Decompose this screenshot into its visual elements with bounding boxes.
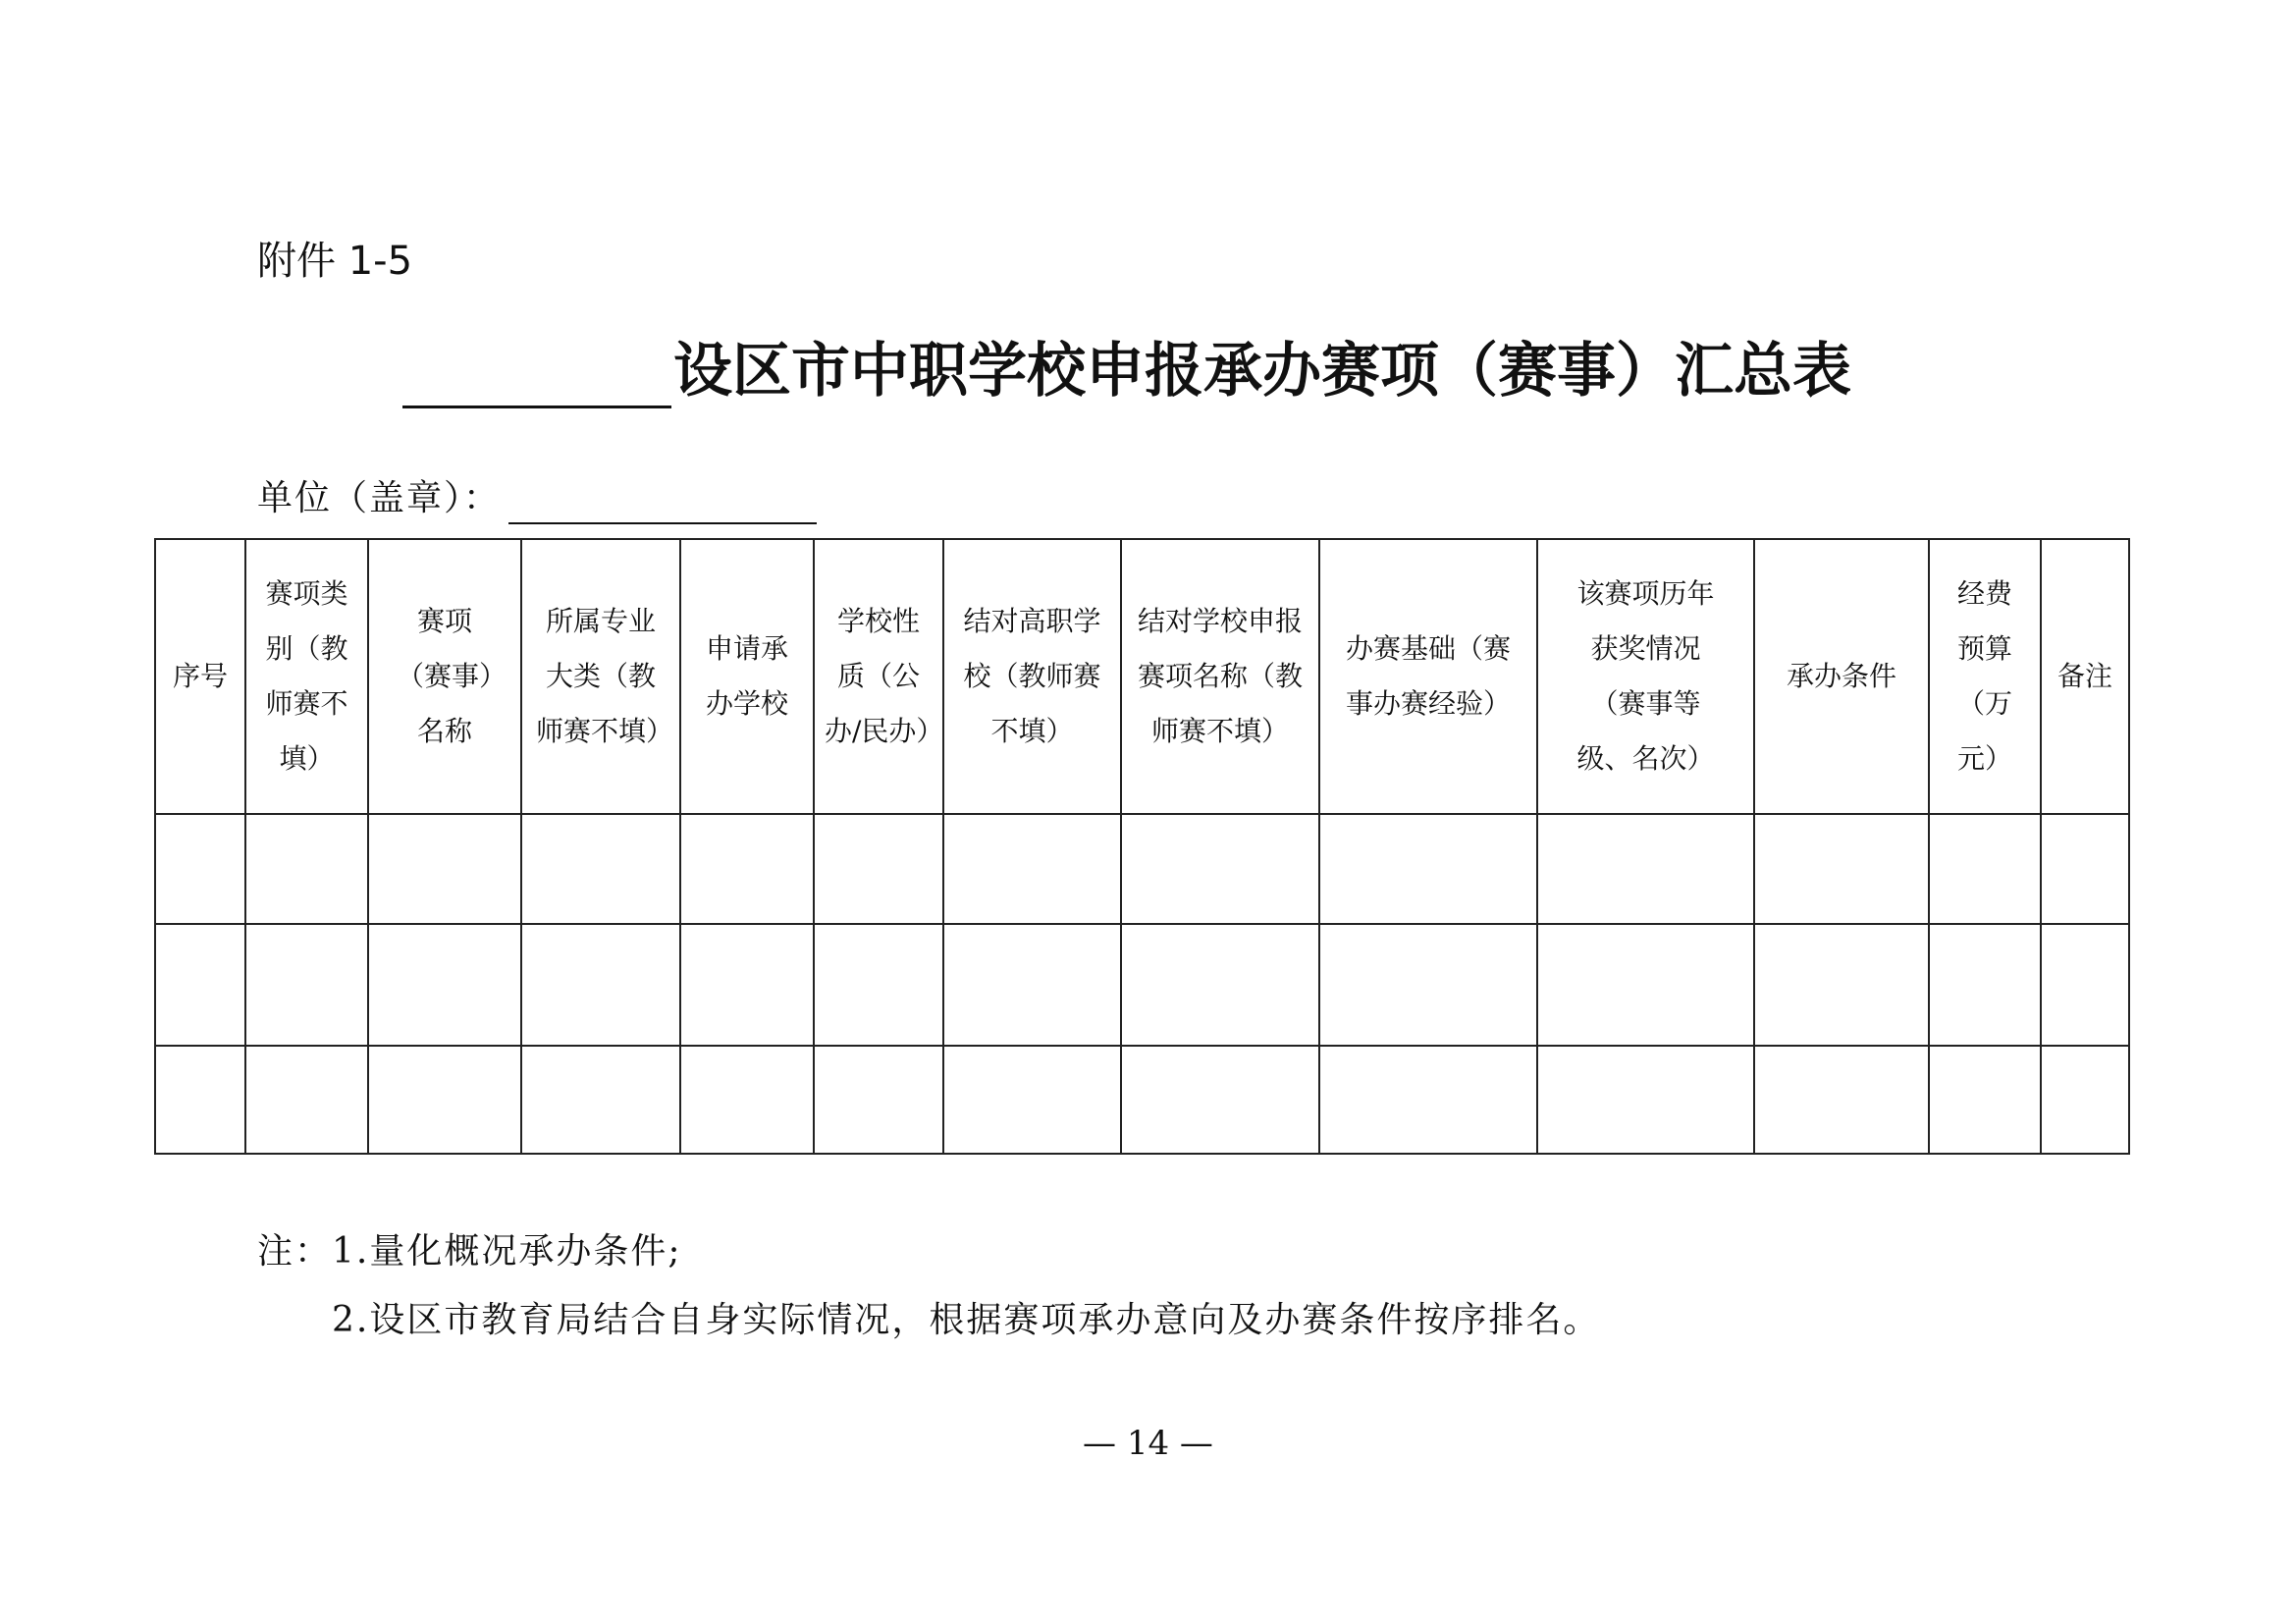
header-budget: 经费预算（万元） xyxy=(1929,539,2041,814)
table-cell xyxy=(1754,924,1929,1046)
header-hosting-basis: 办赛基础（赛事办赛经验） xyxy=(1319,539,1537,814)
header-awards-history: 该赛项历年获奖情况（赛事等级、名次） xyxy=(1537,539,1754,814)
table-cell xyxy=(1319,814,1537,924)
table-cell xyxy=(943,1046,1121,1154)
table-cell xyxy=(814,1046,943,1154)
table-cell xyxy=(521,924,680,1046)
table-cell xyxy=(943,924,1121,1046)
table-row xyxy=(155,924,2129,1046)
table-cell xyxy=(368,924,521,1046)
header-seq: 序号 xyxy=(155,539,245,814)
table-cell xyxy=(1121,924,1319,1046)
header-remarks: 备注 xyxy=(2041,539,2129,814)
header-school-nature: 学校性质（公办/民办） xyxy=(814,539,943,814)
table-row xyxy=(155,1046,2129,1154)
table-cell xyxy=(680,814,814,924)
notes xyxy=(257,1218,1600,1355)
table-cell xyxy=(943,814,1121,924)
table-row xyxy=(155,814,2129,924)
table-cell xyxy=(155,924,245,1046)
attachment-label: 附件 1-5 xyxy=(257,239,413,284)
header-paired-event: 结对学校申报赛项名称（教师赛不填） xyxy=(1121,539,1319,814)
note-line-2: 2.设区市教育局结合自身实际情况，根据赛项承办意向及办赛条件按序排名。 xyxy=(332,1300,1601,1340)
table-cell xyxy=(155,1046,245,1154)
table-cell xyxy=(155,814,245,924)
table-cell xyxy=(245,1046,368,1154)
table-cell xyxy=(1319,1046,1537,1154)
table-cell xyxy=(521,1046,680,1154)
unit-line xyxy=(257,469,817,524)
table-cell xyxy=(1929,924,2041,1046)
header-major: 所属专业大类（教师赛不填） xyxy=(521,539,680,814)
table-cell xyxy=(1754,1046,1929,1154)
table-cell xyxy=(245,814,368,924)
table-cell xyxy=(814,924,943,1046)
header-host-school: 申请承办学校 xyxy=(680,539,814,814)
page-number: — 14 — xyxy=(1083,1424,1213,1463)
table-header-row xyxy=(155,539,2129,814)
table-cell xyxy=(2041,1046,2129,1154)
table-cell xyxy=(1929,1046,2041,1154)
header-hosting-conditions: 承办条件 xyxy=(1754,539,1929,814)
table-cell xyxy=(1754,814,1929,924)
table-cell xyxy=(1121,814,1319,924)
header-category: 赛项类别（教师赛不填） xyxy=(245,539,368,814)
table-cell xyxy=(1929,814,2041,924)
page-title xyxy=(402,330,1851,408)
table-cell xyxy=(245,924,368,1046)
title-text: 设区市中职学校申报承办赛项（赛事）汇总表 xyxy=(673,337,1851,406)
table-cell xyxy=(680,1046,814,1154)
title-blank-line xyxy=(402,341,671,408)
unit-blank-line xyxy=(508,483,817,524)
table-cell xyxy=(1537,924,1754,1046)
table-cell xyxy=(1319,924,1537,1046)
table-cell xyxy=(2041,814,2129,924)
note-line-1: 注：1.量化概况承办条件; xyxy=(257,1231,682,1272)
unit-label: 单位（盖章）： xyxy=(257,478,502,518)
header-event-name: 赛项（赛事）名称 xyxy=(368,539,521,814)
table-cell xyxy=(2041,924,2129,1046)
table-cell xyxy=(1121,1046,1319,1154)
table-cell xyxy=(1537,1046,1754,1154)
summary-table xyxy=(154,538,2130,1155)
table-cell xyxy=(814,814,943,924)
table-cell xyxy=(1537,814,1754,924)
table-cell xyxy=(521,814,680,924)
table-cell xyxy=(368,1046,521,1154)
header-paired-college: 结对高职学校（教师赛不填） xyxy=(943,539,1121,814)
table-cell xyxy=(368,814,521,924)
table-cell xyxy=(680,924,814,1046)
